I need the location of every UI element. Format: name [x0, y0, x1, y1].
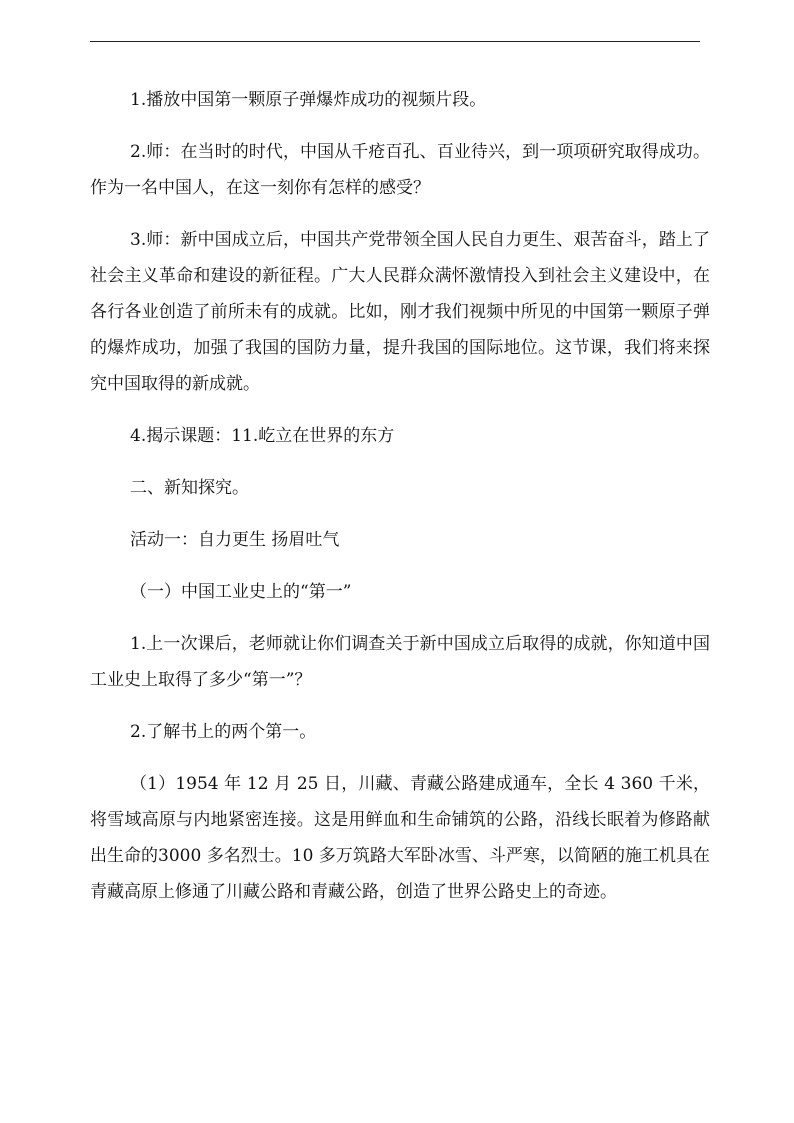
section-heading-exploration: 二、新知探究。	[130, 478, 249, 498]
paragraph-video-clip: 1.播放中国第一颗原子弹爆炸成功的视频片段。	[130, 90, 487, 110]
paragraph-teacher-question: 2.师：在当时的时代，中国从千疮百孔、百业待兴，到一项项研究取得成功。作为一名中国人，在这一刻你有怎样的感受？	[90, 142, 710, 198]
paragraph-two-firsts: 2.了解书上的两个第一。	[130, 722, 317, 742]
subsection-heading: （一）中国工业史上的“第一”	[130, 582, 352, 602]
paragraph-survey-question: 1.上一次课后，老师就让你们调查关于新中国成立后取得的成就，你知道中国工业史上取得了多少“第一”？	[90, 634, 710, 690]
header-rule	[90, 41, 700, 42]
paragraph-teacher-intro: 3.师：新中国成立后，中国共产党带领全国人民自力更生、艰苦奋斗，踏上了社会主义革命和建设的新征程。广大人民群众满怀激情投入到社会主义建设中，在各行各业创造了前所未有的成就。比如，刚才我们视频中所见的中国第一颗原子弹的爆炸成功，加强了我国的国防力量，提升我国的国际地位。这节课，我们将来探究中国取得的新成就。	[90, 230, 710, 394]
activity-heading: 活动一：自力更生 扬眉吐气	[130, 530, 340, 550]
paragraph-highway-history: （1）1954 年 12 月 25 日，川藏、青藏公路建成通车，全长 4 360 千米，将雪域高原与内地紧密连接。这是用鲜血和生命铺筑的公路，沿线长眠着为修路献出生命的3000 多名烈士。10 多万筑路大军卧冰雪、斗严寒，以简陋的施工机具在青藏高原上修通了川藏公路和青藏公路，创造了世界公路史上的奇迹。	[90, 774, 710, 902]
document-body	[90, 82, 710, 910]
paragraph-lesson-topic: 4.揭示课题：11.屹立在世界的东方	[130, 426, 395, 446]
